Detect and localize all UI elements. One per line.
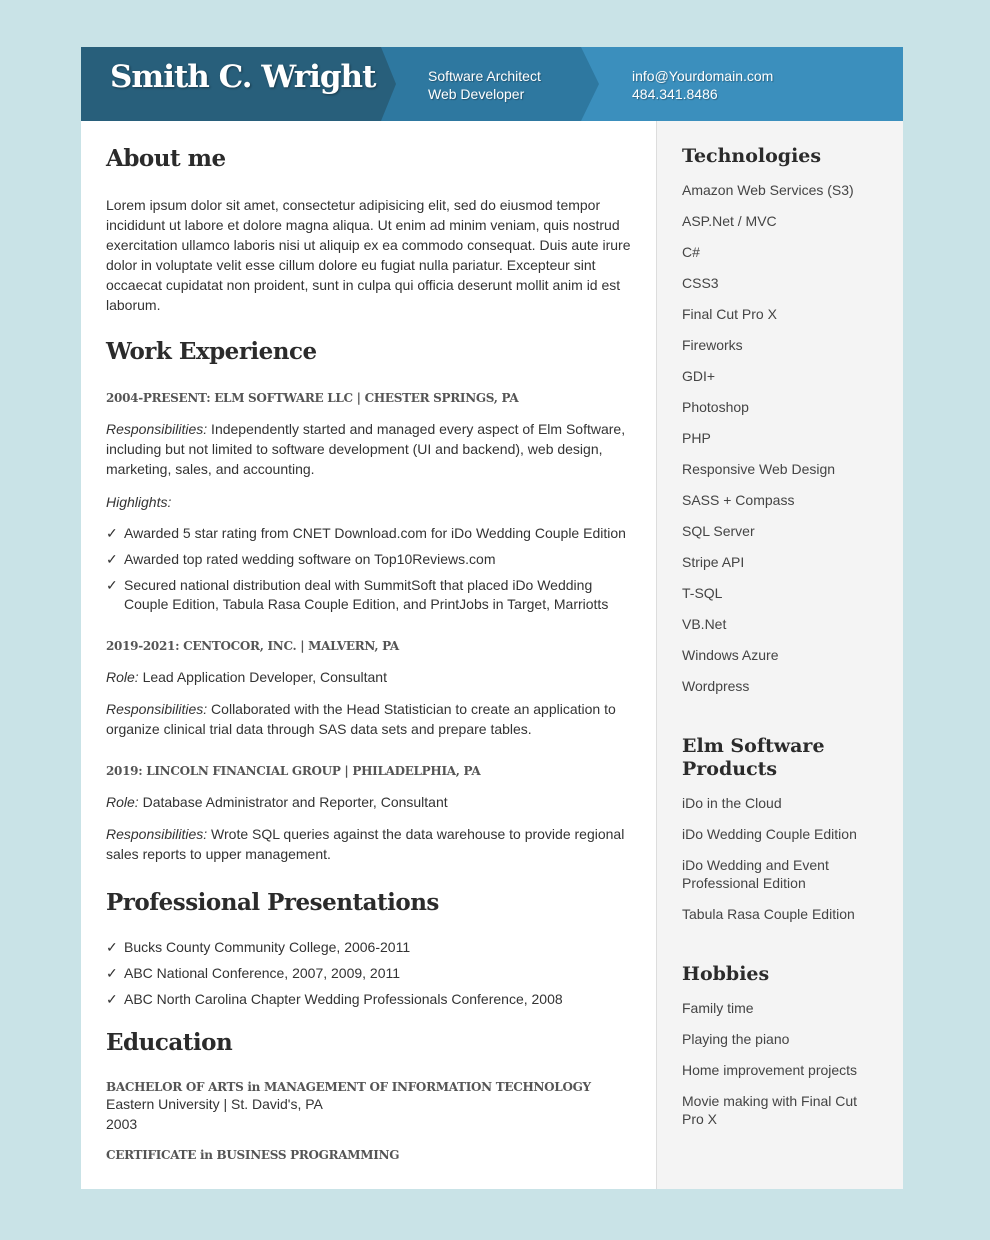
section-title-education: Education: [106, 1029, 233, 1056]
list-item: [106, 938, 631, 957]
hobbies-list: [682, 999, 903, 1128]
text: Lead Application Developer, Consultant: [138, 669, 387, 685]
sidebar-item: PHP: [682, 430, 711, 446]
check-icon: ✓: [106, 965, 118, 981]
sidebar-item: Fireworks: [682, 337, 743, 353]
text: Independently started and managed every aspect of Elm Software, including but not limited to software development (UI and backend), web design, marketing, sales, and accounting.: [106, 421, 626, 477]
check-icon: ✓: [106, 577, 118, 593]
sidebar-item: Amazon Web Services (S3): [682, 182, 854, 198]
resume: [81, 47, 903, 1189]
text: Awarded top rated wedding software on Top10Reviews.com: [124, 551, 496, 567]
email-link[interactable]: info@Yourdomain.com: [632, 68, 774, 84]
highlights-list: [106, 524, 631, 614]
text: ABC National Conference, 2007, 2009, 2011: [124, 965, 401, 981]
label: Responsibilities:: [106, 701, 208, 717]
header: [81, 47, 903, 121]
job-titles: [428, 67, 541, 103]
job-responsibilities: [106, 699, 631, 739]
person-name: Smith C. Wright: [110, 59, 376, 95]
sidebar-title-products: Elm Software Products: [682, 735, 825, 780]
sidebar-item: Movie making with Final Cut Pro X: [682, 1093, 858, 1127]
job-heading: 2019-2021: CENTOCOR, INC. | MALVERN, PA: [106, 639, 399, 653]
text: Secured national distribution deal with SummitSoft that placed iDo Wedding Couple Edition, Tabula Rasa Couple Edition, and PrintJobs in Target, Marriotts: [124, 577, 609, 612]
text: Awarded 5 star rating from CNET Download.com for iDo Wedding Couple Edition: [124, 525, 626, 541]
list-item: [106, 990, 631, 1009]
section-title-about: About me: [106, 145, 226, 172]
label: Highlights:: [106, 494, 172, 510]
section-title-presentations: Professional Presentations: [106, 889, 439, 916]
list-item: [106, 964, 631, 983]
sidebar-item: iDo Wedding Couple Edition: [682, 826, 857, 842]
sidebar: [656, 121, 903, 1189]
job-responsibilities: [106, 419, 631, 479]
sidebar-item: Responsive Web Design: [682, 461, 836, 477]
check-icon: ✓: [106, 939, 118, 955]
sidebar-item: Final Cut Pro X: [682, 306, 777, 322]
sidebar-item: Playing the piano: [682, 1031, 790, 1047]
text: ABC North Carolina Chapter Wedding Professionals Conference, 2008: [124, 991, 563, 1007]
school: Eastern University | St. David's, PA: [106, 1096, 323, 1112]
sidebar-item: T-SQL: [682, 585, 723, 601]
sidebar-item: GDI+: [682, 368, 716, 384]
main-column: [106, 121, 631, 1162]
label: Responsibilities:: [106, 826, 208, 842]
sidebar-title-hobbies: Hobbies: [682, 963, 770, 985]
highlights-label: [106, 492, 631, 512]
label: Role:: [106, 669, 139, 685]
degree: BACHELOR OF ARTS in MANAGEMENT OF INFORMATION TECHNOLOGY: [106, 1080, 591, 1094]
text: Wrote SQL queries against the data warehouse to provide regional sales reports to upper management.: [106, 826, 625, 862]
sidebar-item: iDo in the Cloud: [682, 795, 782, 811]
sidebar-item: C#: [682, 244, 700, 260]
sidebar-item: CSS3: [682, 275, 719, 291]
sidebar-title-technologies: Technologies: [682, 145, 822, 167]
job-responsibilities: [106, 824, 631, 864]
label: Role:: [106, 794, 139, 810]
text: Collaborated with the Head Statistician to create an application to organize clinical trial data through SAS data sets and prepare tables.: [106, 701, 616, 737]
sidebar-item: Home improvement projects: [682, 1062, 858, 1078]
phone-number: 484.341.8486: [632, 86, 718, 102]
job-heading: 2004-PRESENT: ELM SOFTWARE LLC | CHESTER SPRINGS, PA: [106, 391, 519, 405]
sidebar-item: VB.Net: [682, 616, 727, 632]
contact-info: [632, 67, 773, 103]
job-title: Software Architect: [428, 68, 541, 84]
products-list: [682, 794, 903, 923]
job-heading: 2019: LINCOLN FINANCIAL GROUP | PHILADELPHIA, PA: [106, 764, 481, 778]
sidebar-item: Photoshop: [682, 399, 749, 415]
label: Responsibilities:: [106, 421, 208, 437]
check-icon: ✓: [106, 551, 118, 567]
check-icon: ✓: [106, 991, 118, 1007]
job-title: Web Developer: [428, 86, 525, 102]
text: Bucks County Community College, 2006-2011: [124, 939, 411, 955]
sidebar-item: Wordpress: [682, 678, 750, 694]
about-text: Lorem ipsum dolor sit amet, consectetur adipisicing elit, sed do eiusmod tempor incididunt ut labore et dolore magna aliqua. Ut enim ad minim veniam, quis nostrud exercitation ullamco laboris nisi ut aliquip ex ea commodo consequat. Duis aute irure dolor in voluptate velit esse cillum dolore eu fugiat nulla pariatur. Excepteur sint occaecat cupidatat non proident, sunt in culpa qui officia deserunt mollit anim id est laborum.: [106, 197, 631, 313]
certificate: CERTIFICATE in BUSINESS PROGRAMMING: [106, 1148, 400, 1162]
job-role: [106, 667, 631, 687]
sidebar-item: SASS + Compass: [682, 492, 795, 508]
job-role: [106, 792, 631, 812]
list-item: [106, 576, 631, 614]
list-item: [106, 550, 631, 569]
sidebar-item: Tabula Rasa Couple Edition: [682, 906, 855, 922]
check-icon: ✓: [106, 525, 118, 541]
sidebar-item: ASP.Net / MVC: [682, 213, 777, 229]
text: Database Administrator and Reporter, Consultant: [138, 794, 448, 810]
sidebar-item: Windows Azure: [682, 647, 779, 663]
technologies-list: [682, 181, 903, 695]
sidebar-item: SQL Server: [682, 523, 755, 539]
presentations-list: [106, 938, 631, 1009]
list-item: [106, 524, 631, 543]
section-title-work: Work Experience: [106, 338, 317, 365]
sidebar-item: Stripe API: [682, 554, 745, 570]
graduation-year: 2003: [106, 1116, 138, 1132]
sidebar-item: Family time: [682, 1000, 754, 1016]
sidebar-item: iDo Wedding and Event Professional Edition: [682, 857, 829, 891]
